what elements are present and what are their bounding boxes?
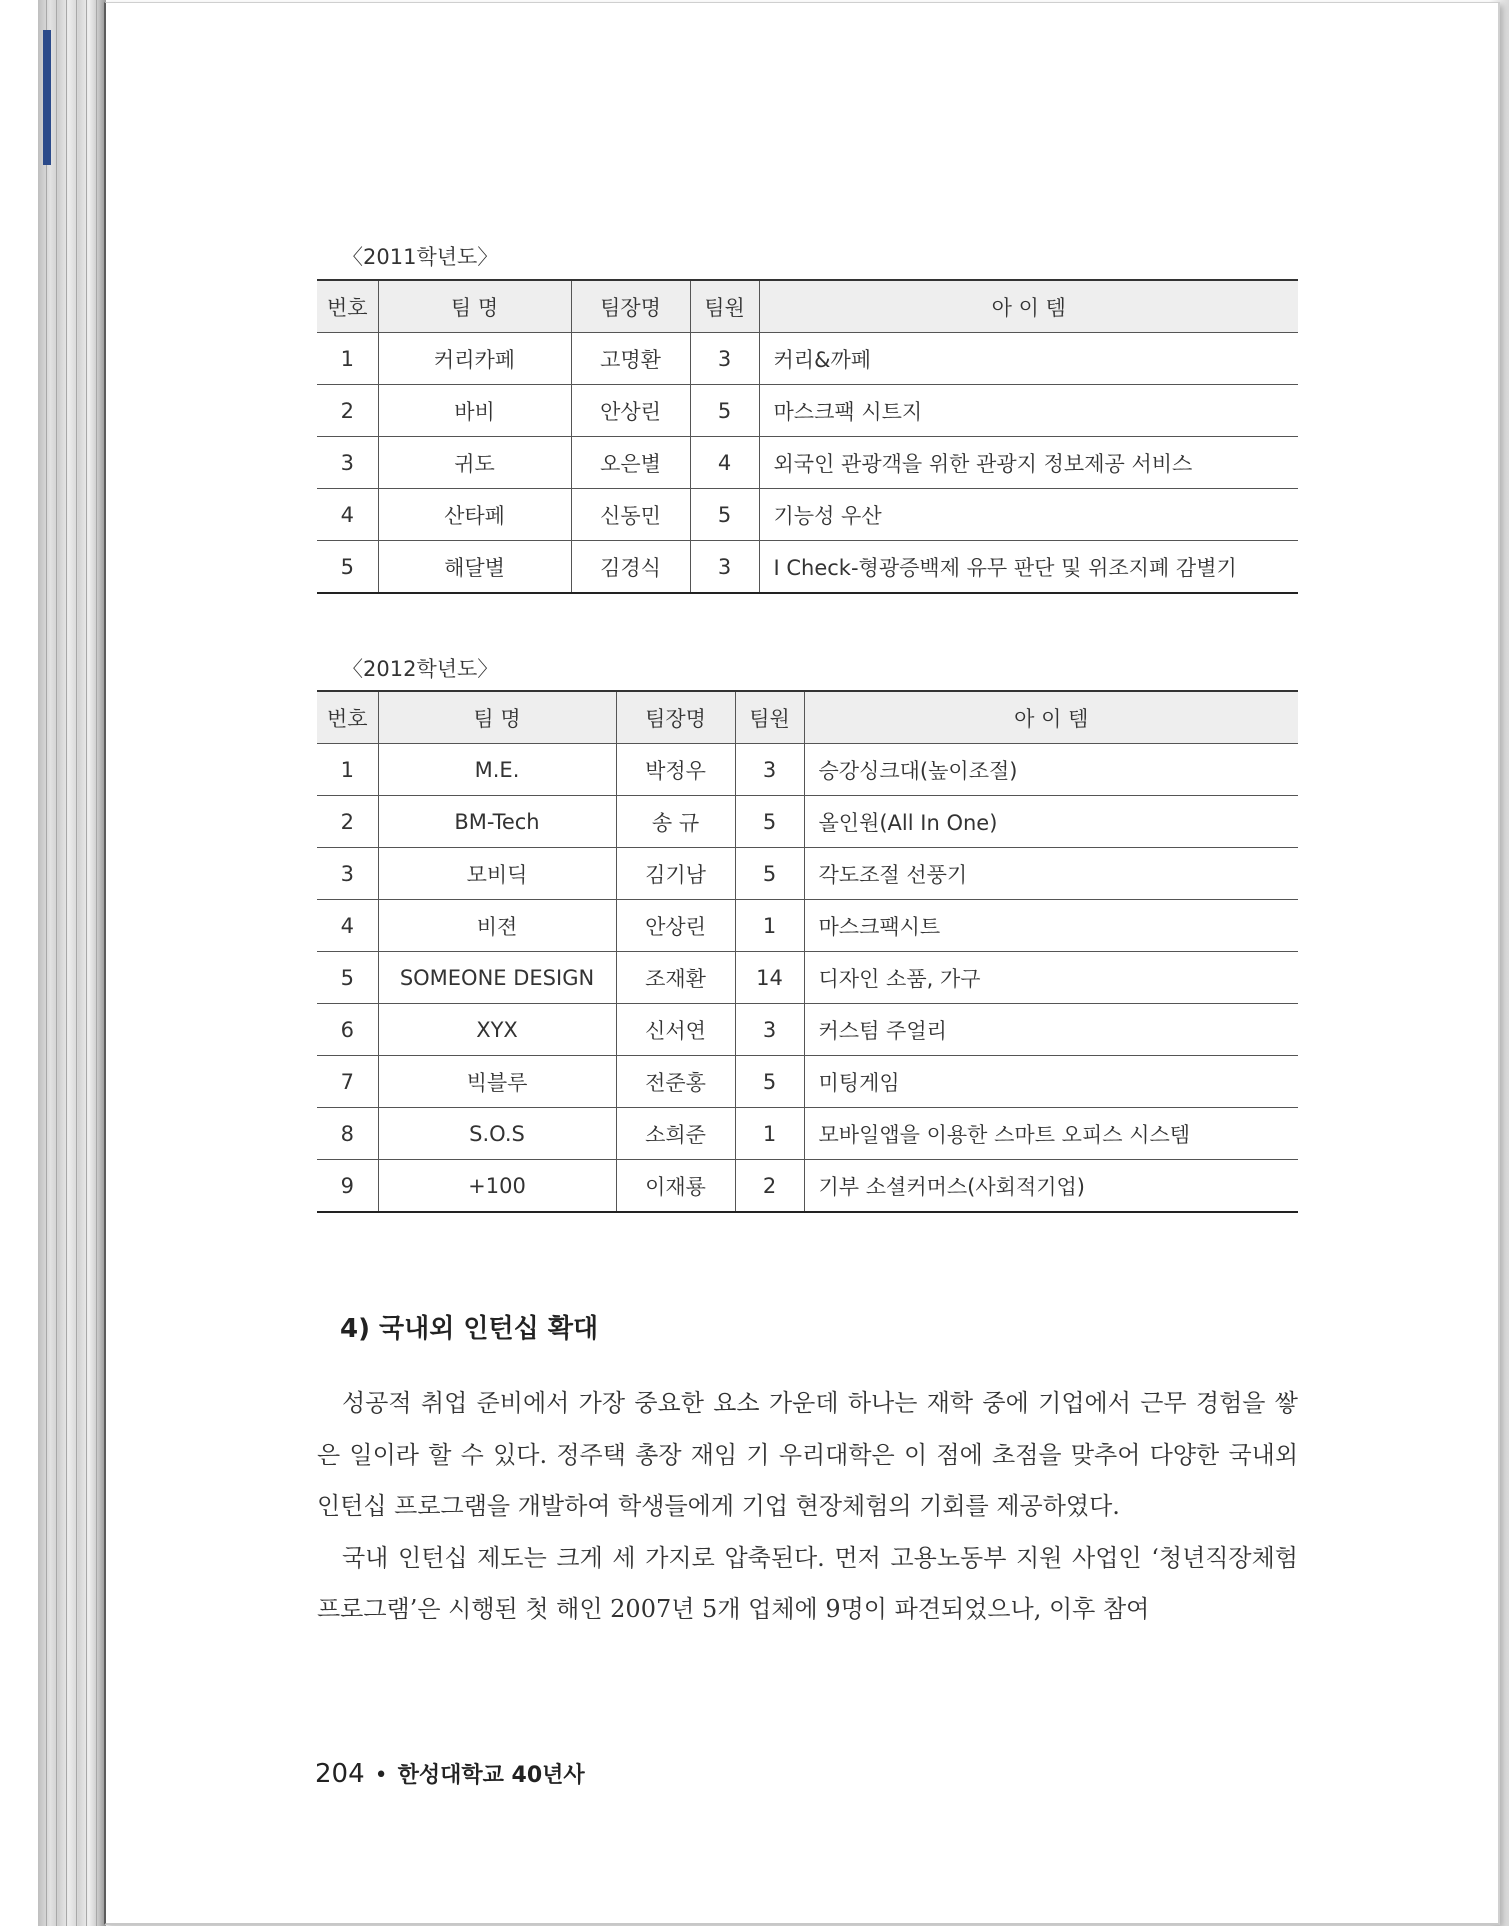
cell-team-name: 해달별 [378,541,571,594]
cell-team-name: 산타페 [378,489,571,541]
cell-item: 기능성 우산 [759,489,1298,541]
cell-number: 8 [317,1108,378,1160]
cell-members: 5 [735,1056,804,1108]
table-2011-caption: 〈2011학년도〉 [342,245,499,269]
cell-number: 5 [317,541,378,594]
table-row [317,1004,1298,1056]
cell-leader: 김기남 [616,848,735,900]
cell-team-name: 바비 [378,385,571,437]
cell-item: 마스크팩시트 [804,900,1298,952]
book-spine-accent [43,30,51,165]
cell-team-name: 빅블루 [378,1056,616,1108]
cell-leader: 김경식 [571,541,690,594]
table-row [317,541,1298,594]
cell-leader: 안상린 [571,385,690,437]
cell-number: 2 [317,385,378,437]
cell-members: 5 [690,489,759,541]
cell-item: 올인원(All In One) [804,796,1298,848]
table-row [317,744,1298,796]
cell-item: 외국인 관광객을 위한 관광지 정보제공 서비스 [759,437,1298,489]
cell-item: 마스크팩 시트지 [759,385,1298,437]
table-row [317,952,1298,1004]
cell-item: 각도조절 선풍기 [804,848,1298,900]
table-row [317,489,1298,541]
cell-item: 커스텀 주얼리 [804,1004,1298,1056]
col-header-members: 팀원 [735,691,804,744]
cell-members: 3 [735,744,804,796]
cell-members: 1 [735,1108,804,1160]
cell-number: 5 [317,952,378,1004]
cell-team-name: BM-Tech [378,796,616,848]
page-footer [315,1758,585,1789]
cell-team-name: 귀도 [378,437,571,489]
cell-leader: 박정우 [616,744,735,796]
cell-team-name: XYX [378,1004,616,1056]
col-header-number: 번호 [317,691,378,744]
cell-team-name: SOMEONE DESIGN [378,952,616,1004]
table-header-row [317,691,1298,744]
cell-number: 4 [317,900,378,952]
cell-item: 미팅게임 [804,1056,1298,1108]
cell-members: 2 [735,1160,804,1213]
table-row [317,900,1298,952]
cell-number: 1 [317,333,378,385]
cell-members: 5 [690,385,759,437]
cell-members: 3 [735,1004,804,1056]
col-header-item: 아 이 템 [759,280,1298,333]
cell-team-name: S.O.S [378,1108,616,1160]
col-header-leader: 팀장명 [571,280,690,333]
table-row [317,1056,1298,1108]
table-row [317,848,1298,900]
cell-leader: 신서연 [616,1004,735,1056]
body-text [317,1378,1298,1636]
cell-leader: 조재환 [616,952,735,1004]
cell-item: 승강싱크대(높이조절) [804,744,1298,796]
table-row [317,1108,1298,1160]
cell-members: 3 [690,541,759,594]
cell-members: 3 [690,333,759,385]
cell-members: 4 [690,437,759,489]
paragraph: 국내 인턴십 제도는 크게 세 가지로 압축된다. 먼저 고용노동부 지원 사업인 ‘청년직장체험 프로그램’은 시행된 첫 해인 2007년 5개 업체에 9명이 파견되었으나, 이후 참여 [317,1543,1298,1623]
cell-members: 1 [735,900,804,952]
cell-leader: 전준홍 [616,1056,735,1108]
table-header-row [317,280,1298,333]
cell-number: 2 [317,796,378,848]
col-header-number: 번호 [317,280,378,333]
cell-team-name: 비젼 [378,900,616,952]
table-row [317,1160,1298,1213]
cell-team-name: 모비딕 [378,848,616,900]
cell-number: 3 [317,437,378,489]
section-heading: 4) 국내외 인턴십 확대 [340,1314,599,1344]
col-header-team-name: 팀 명 [378,691,616,744]
table-row [317,796,1298,848]
cell-leader: 고명환 [571,333,690,385]
cell-leader: 신동민 [571,489,690,541]
cell-item: 디자인 소품, 가구 [804,952,1298,1004]
table-2012-caption: 〈2012학년도〉 [342,657,499,681]
table-2012 [317,690,1298,1213]
cell-item: 기부 소셜커머스(사회적기업) [804,1160,1298,1213]
cell-number: 6 [317,1004,378,1056]
cell-leader: 소희준 [616,1108,735,1160]
table-row [317,333,1298,385]
book-title: 한성대학교 40년사 [397,1763,585,1788]
col-header-leader: 팀장명 [616,691,735,744]
paragraph: 성공적 취업 준비에서 가장 중요한 요소 가운데 하나는 재학 중에 기업에서 근무 경험을 쌓은 일이라 할 수 있다. 정주택 총장 재임 기 우리대학은 이 점에 초점을 맞추어 다양한 국내외 인턴십 프로그램을 개발하여 학생들에게 기업 현장체험의 기회를 제공하였다. [317,1389,1298,1520]
cell-item: I Check-형광증백제 유무 판단 및 위조지폐 감별기 [759,541,1298,594]
cell-number: 7 [317,1056,378,1108]
cell-number: 9 [317,1160,378,1213]
cell-leader: 오은별 [571,437,690,489]
col-header-item: 아 이 템 [804,691,1298,744]
cell-number: 1 [317,744,378,796]
cell-item: 커리&까페 [759,333,1298,385]
cell-leader: 안상린 [616,900,735,952]
table-2011 [317,279,1298,594]
footer-separator: • [374,1763,388,1788]
cell-leader: 이재룡 [616,1160,735,1213]
table-row [317,385,1298,437]
cell-item: 모바일앱을 이용한 스마트 오피스 시스템 [804,1108,1298,1160]
cell-team-name: +100 [378,1160,616,1213]
cell-number: 3 [317,848,378,900]
col-header-team-name: 팀 명 [378,280,571,333]
cell-team-name: M.E. [378,744,616,796]
table-row [317,437,1298,489]
page-number: 204 [315,1759,365,1789]
cell-number: 4 [317,489,378,541]
cell-members: 5 [735,796,804,848]
cell-members: 14 [735,952,804,1004]
cell-members: 5 [735,848,804,900]
cell-team-name: 커리카페 [378,333,571,385]
col-header-members: 팀원 [690,280,759,333]
cell-leader: 송 규 [616,796,735,848]
book-page-edges [38,0,106,1926]
